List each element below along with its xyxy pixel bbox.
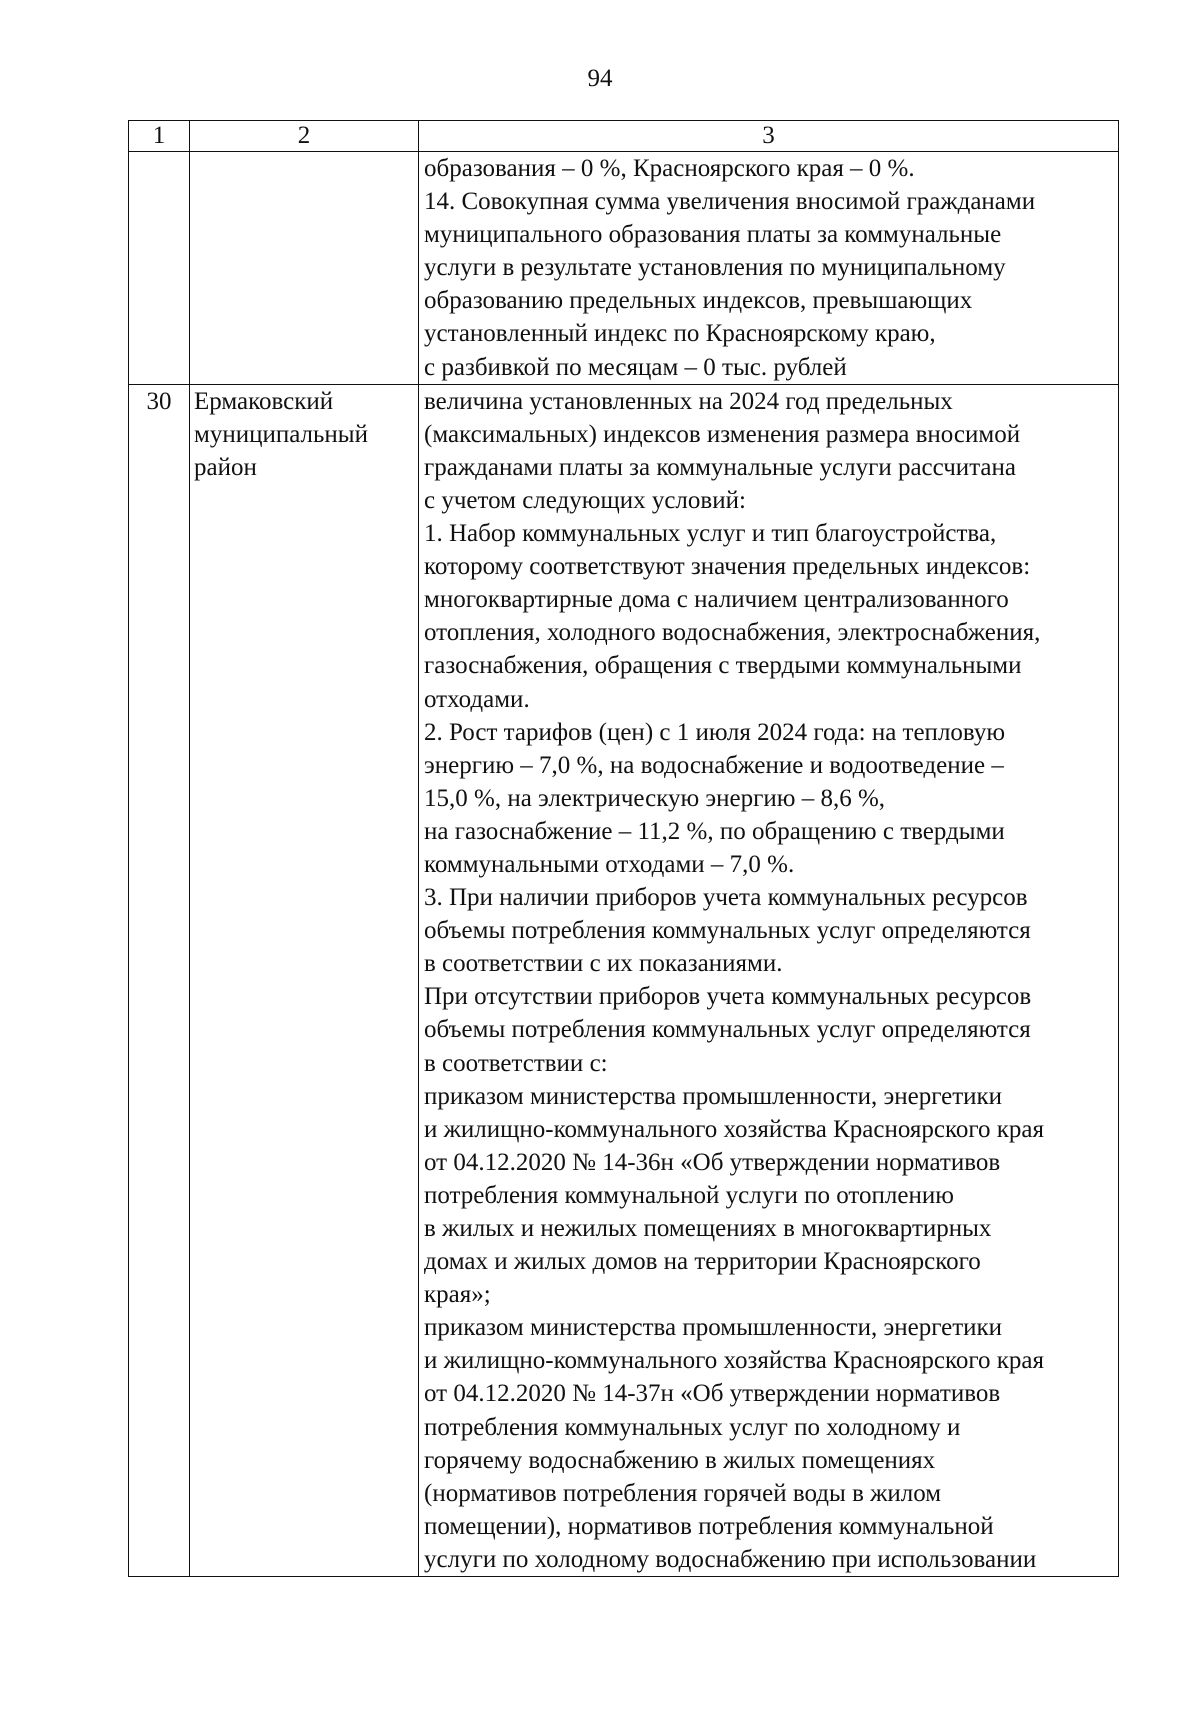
- text-line: приказом министерства промышленности, энергетики: [424, 1082, 1003, 1110]
- row-30-name-cell: [190, 384, 419, 1576]
- continued-row-text-cell: [419, 152, 1119, 385]
- name-line: муниципальный: [194, 420, 368, 448]
- name-line: район: [194, 453, 257, 481]
- text-line: 15,0 %, на электрическую энергию – 8,6 %,: [424, 784, 886, 812]
- row-30-number-cell: [129, 384, 190, 1576]
- row-30-text-cell: [419, 384, 1119, 1576]
- text-line: объемы потребления коммунальных услуг определяются: [424, 917, 1031, 945]
- page-number: 94: [587, 65, 613, 92]
- text-line: отопления, холодного водоснабжения, электроснабжения,: [424, 619, 1041, 647]
- text-line: газоснабжения, обращения с твердыми коммунальными: [424, 652, 1022, 680]
- text-line: При отсутствии приборов учета коммунальных ресурсов: [424, 983, 1032, 1011]
- text-line: и жилищно-коммунального хозяйства Красноярского края: [424, 1347, 1044, 1375]
- table-row-continued: [129, 152, 1119, 385]
- text-line: образованию предельных индексов, превышающих: [424, 287, 973, 315]
- continued-row-name-cell: [190, 152, 419, 385]
- text-line: в жилых и нежилых помещениях в многоквартирных: [424, 1215, 992, 1242]
- text-line: домах и жилых домов на территории Красноярского: [424, 1248, 981, 1276]
- table-row-30: [129, 384, 1119, 1576]
- text-line: от 04.12.2020 № 14-37н «Об утверждении нормативов: [424, 1380, 1001, 1408]
- row-30-text: [419, 385, 1118, 1576]
- table-header-row: [129, 121, 1119, 152]
- text-line: помещении), нормативов потребления коммунальной: [424, 1512, 994, 1540]
- name-line: Ермаковский: [194, 387, 334, 415]
- text-line: которому соответствуют значения предельных индексов:: [424, 553, 1031, 581]
- text-line: с учетом следующих условий:: [424, 486, 746, 514]
- text-line: (максимальных) индексов изменения размера вносимой: [424, 420, 1021, 448]
- continued-row-text: [419, 152, 1118, 384]
- text-line: 14. Совокупная сумма увеличения вносимой гражданами: [424, 188, 1036, 216]
- text-line: объемы потребления коммунальных услуг определяются: [424, 1016, 1031, 1044]
- header-col-2: 2: [190, 121, 419, 152]
- text-line: величина установленных на 2024 год предельных: [424, 387, 953, 415]
- continued-row-number-cell: [129, 152, 190, 385]
- text-line: энергию – 7,0 %, на водоснабжение и водоотведение –: [424, 751, 1004, 779]
- text-line: с разбивкой по месяцам – 0 тыс. рублей: [424, 353, 847, 381]
- text-line: коммунальными отходами – 7,0 %.: [424, 850, 795, 878]
- text-line: края»;: [424, 1281, 491, 1309]
- text-line: от 04.12.2020 № 14-36н «Об утверждении нормативов: [424, 1148, 1001, 1176]
- text-line: 2. Рост тарифов (цен) с 1 июля 2024 года: на тепловую: [424, 718, 1006, 746]
- text-line: в соответствии с их показаниями.: [424, 950, 783, 978]
- document-table: [128, 120, 1119, 1577]
- text-line: горячему водоснабжению в жилых помещениях: [424, 1446, 936, 1474]
- text-line: муниципального образования платы за коммунальные: [424, 221, 1002, 249]
- text-line: услуги по холодному водоснабжению при использовании: [424, 1545, 1037, 1573]
- text-line: потребления коммунальных услуг по холодному и: [424, 1413, 961, 1441]
- text-line: в соответствии с:: [424, 1049, 608, 1077]
- header-col-1: 1: [129, 121, 190, 152]
- text-line: 1. Набор коммунальных услуг и тип благоустройства,: [424, 520, 997, 548]
- text-line: образования – 0 %, Красноярского края – 0 %.: [424, 155, 915, 182]
- row-30-number: 30: [146, 387, 172, 415]
- text-line: приказом министерства промышленности, энергетики: [424, 1314, 1003, 1342]
- text-line: многоквартирные дома с наличием централизованного: [424, 586, 1009, 614]
- text-line: потребления коммунальной услуги по отоплению: [424, 1181, 954, 1209]
- text-line: услуги в результате установления по муниципальному: [424, 254, 1006, 282]
- text-line: на газоснабжение – 11,2 %, по обращению с твердыми: [424, 817, 1005, 845]
- text-line: (нормативов потребления горячей воды в жилом: [424, 1479, 942, 1507]
- text-line: 3. При наличии приборов учета коммунальных ресурсов: [424, 884, 1028, 912]
- text-line: установленный индекс по Красноярскому краю,: [424, 320, 936, 348]
- text-line: гражданами платы за коммунальные услуги рассчитана: [424, 453, 1016, 481]
- header-col-3: 3: [419, 121, 1119, 152]
- text-line: и жилищно-коммунального хозяйства Красноярского края: [424, 1115, 1044, 1143]
- row-30-municipality-name: [190, 385, 418, 484]
- text-line: отходами.: [424, 685, 530, 713]
